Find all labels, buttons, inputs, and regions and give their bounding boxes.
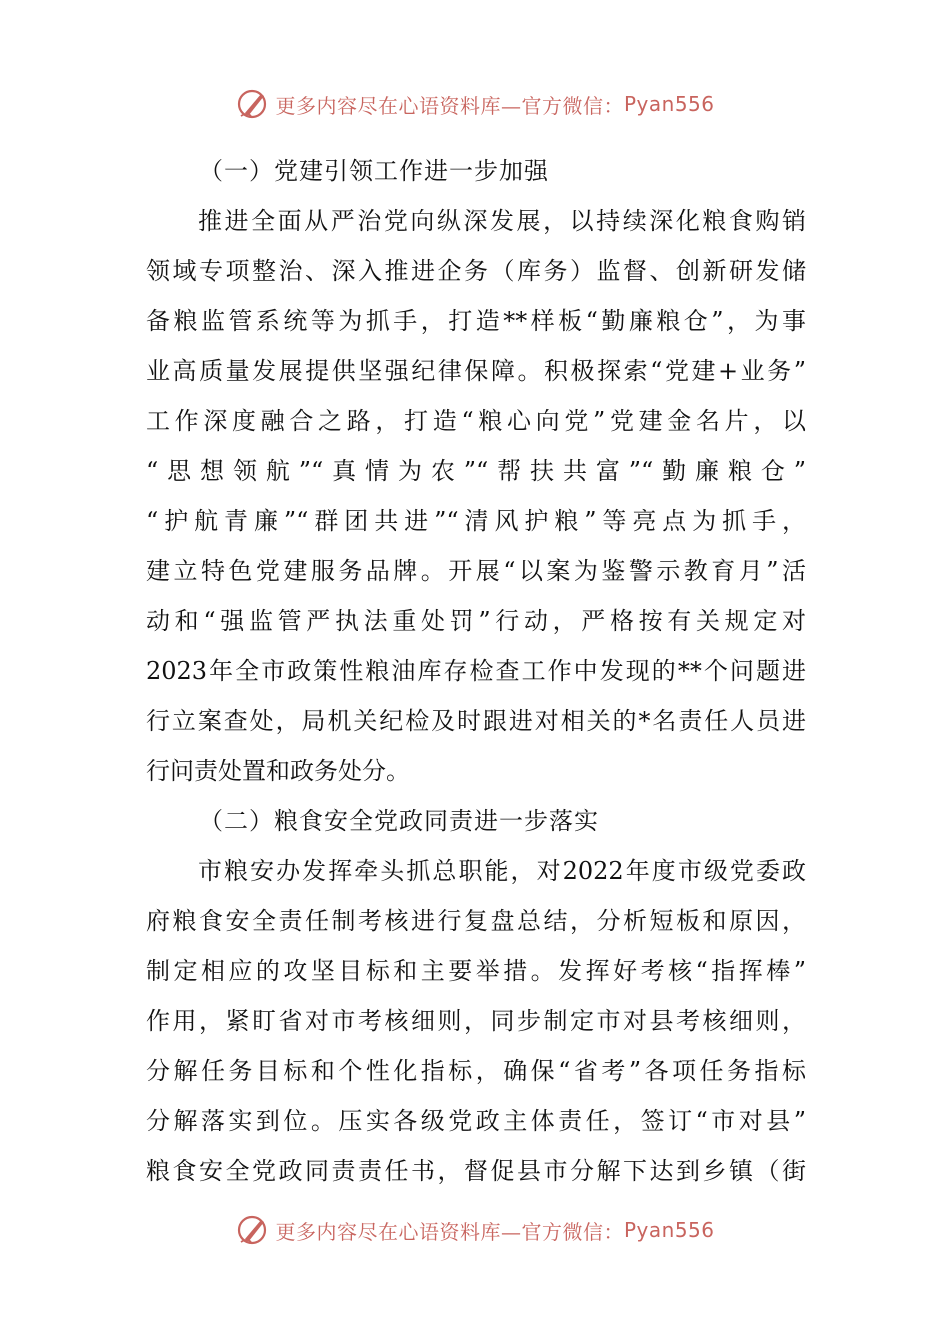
paragraph-line: 粮食安全党政同责责任书，督促县市分解下达到乡镇（街 <box>146 1157 806 1185</box>
paragraph-line: “思想领航”“真情为农”“帮扶共富”“勤廉粮仓” <box>146 457 806 485</box>
watermark-handle: Pyan556 <box>623 92 715 116</box>
paragraph-line: 工作深度融合之路，打造“粮心向党”党建金名片，以 <box>146 407 806 435</box>
paragraph-line: 动和“强监管严执法重处罚”行动，严格按有关规定对 <box>146 607 806 635</box>
paragraph-line: “护航青廉”“群团共进”“清风护粮”等亮点为抓手， <box>146 507 806 535</box>
paragraph-line: 业高质量发展提供坚强纪律保障。积极探索“党建+业务” <box>146 357 806 385</box>
watermark-text: 更多内容尽在心语资料库—官方微信： <box>275 1219 624 1244</box>
paragraph-line: 制定相应的攻坚目标和主要举措。发挥好考核“指挥棒” <box>146 957 806 985</box>
paragraph-line: 推进全面从严治党向纵深发展，以持续深化粮食购销 <box>198 207 806 235</box>
watermark-handle: Pyan556 <box>623 1218 715 1242</box>
paragraph-line: 分解落实到位。压实各级党政主体责任，签订“市对县” <box>146 1107 806 1135</box>
paragraph-line: 作用，紧盯省对市考核细则，同步制定市对县考核细则， <box>146 1007 806 1035</box>
paragraph-line: 行立案查处，局机关纪检及时跟进对相关的*名责任人员进 <box>146 707 806 735</box>
watermark-text: 更多内容尽在心语资料库—官方微信： <box>275 93 624 118</box>
paragraph-line: 分解任务目标和个性化指标，确保“省考”各项任务指标 <box>146 1057 806 1085</box>
paragraph-line: 市粮安办发挥牵头抓总职能，对2022年度市级党委政 <box>198 857 806 885</box>
paragraph-line: 备粮监管系统等为抓手，打造**样板“勤廉粮仓”，为事 <box>146 307 806 335</box>
paragraph-line: 2023年全市政策性粮油库存检查工作中发现的**个问题进 <box>146 657 806 685</box>
watermark-footer <box>0 1210 950 1250</box>
pen-logo-icon <box>235 1212 271 1248</box>
paragraph-line: 府粮食安全责任制考核进行复盘总结，分析短板和原因， <box>146 907 806 935</box>
section-heading: （二）粮食安全党政同责进一步落实 <box>199 807 599 835</box>
pen-logo-icon <box>235 86 271 122</box>
section-heading: （一）党建引领工作进一步加强 <box>199 157 549 185</box>
paragraph-line: 领域专项整治、深入推进企务（库务）监督、创新研发储 <box>146 257 806 285</box>
watermark-header <box>0 84 950 124</box>
paragraph-line: 建立特色党建服务品牌。开展“以案为鉴警示教育月”活 <box>146 557 806 585</box>
paragraph-line: 行问责处置和政务处分。 <box>146 757 410 785</box>
document-body <box>146 146 806 1196</box>
